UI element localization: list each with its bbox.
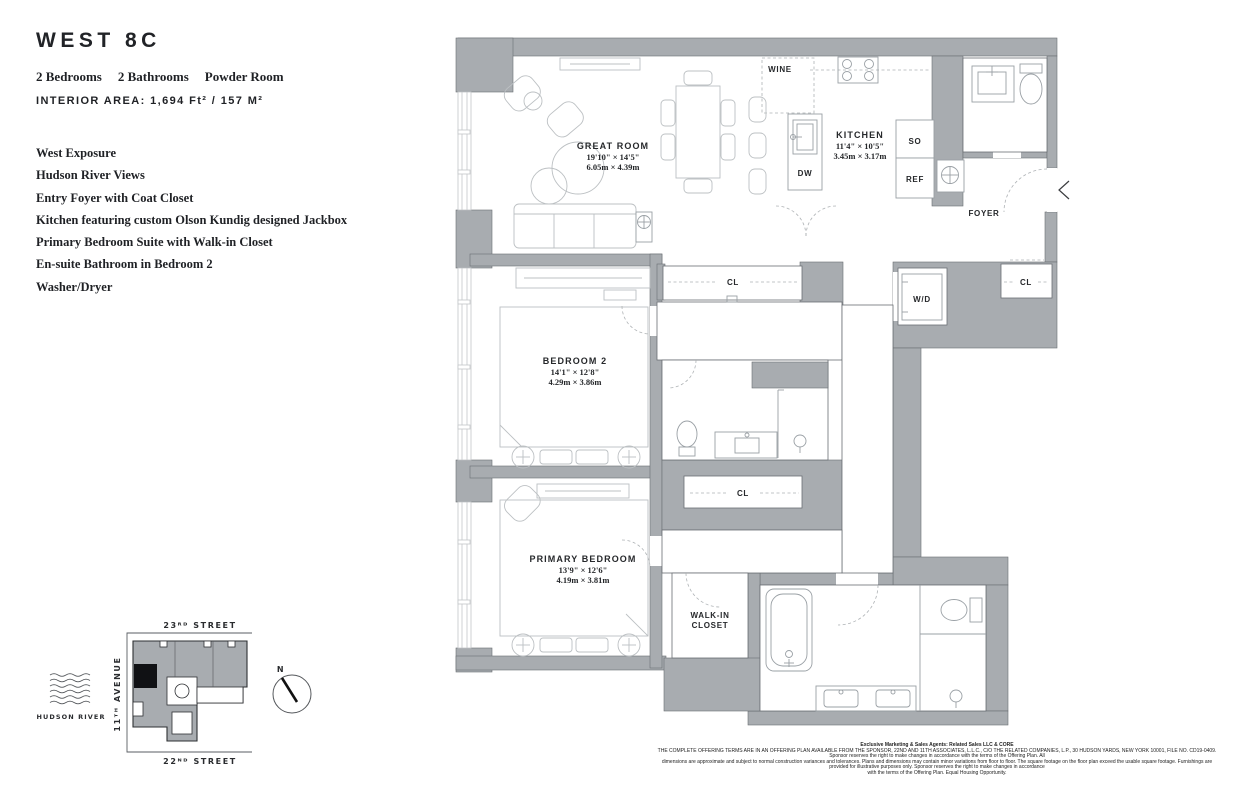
label-great-room: GREAT ROOM bbox=[576, 141, 650, 151]
site-map bbox=[20, 600, 350, 780]
label-ref: REF bbox=[905, 175, 925, 184]
window-wall bbox=[458, 92, 471, 648]
hudson-river-label: HUDSON RIVER bbox=[36, 713, 106, 721]
disclaimer-line: with the terms of the Offering Plan. Equal Housing Opportunity. bbox=[867, 769, 1007, 776]
feature-item: Hudson River Views bbox=[36, 168, 145, 183]
avenue-11th-label: 11ᵀᴴ AVENUE bbox=[113, 656, 122, 732]
spec-powder: Powder Room bbox=[204, 69, 284, 84]
label-cl-foyer: CL bbox=[1019, 278, 1033, 287]
compass-n-label: N bbox=[276, 665, 286, 674]
label-primary-bedroom: PRIMARY BEDROOM bbox=[529, 554, 637, 564]
primary-corridor bbox=[842, 305, 893, 573]
feature-item: Kitchen featuring custom Olson Kundig designed Jackbox bbox=[36, 212, 348, 227]
feature-item: Entry Foyer with Coat Closet bbox=[36, 190, 194, 205]
street-23rd-label: 23ᴿᴰ STREET bbox=[163, 621, 237, 630]
label-foyer: FOYER bbox=[968, 209, 1000, 218]
primary-hallway bbox=[662, 530, 842, 573]
label-cl-bedroom2: CL bbox=[726, 278, 740, 287]
label-kitchen: KITCHEN bbox=[836, 130, 884, 140]
disclaimer-agents: Exclusive Marketing & Sales Agents: Related Sales LLC & CORE bbox=[860, 742, 1014, 748]
spec-bathrooms: 2 Bathrooms bbox=[117, 69, 189, 84]
unit-highlight bbox=[134, 664, 157, 688]
north-compass bbox=[273, 665, 311, 713]
entry-arrow-icon bbox=[1059, 181, 1069, 199]
label-kitchen-dim: 11'4" × 10'5" bbox=[835, 141, 885, 151]
feature-list bbox=[36, 142, 347, 298]
street-22nd-label: 22ᴺᴰ STREET bbox=[163, 757, 237, 766]
label-bedroom2-metric: 4.29m × 3.86m bbox=[548, 377, 602, 387]
label-so: SO bbox=[908, 137, 922, 146]
label-primary-bedroom-metric: 4.19m × 3.81m bbox=[556, 575, 610, 585]
label-wine: WINE bbox=[768, 65, 792, 74]
unit-specs bbox=[36, 69, 300, 85]
feature-item: Washer/Dryer bbox=[36, 279, 113, 294]
label-cl-primary: CL bbox=[736, 489, 750, 498]
building-footprint bbox=[133, 641, 247, 741]
feature-item: En-suite Bathroom in Bedroom 2 bbox=[36, 257, 213, 272]
label-wd: W/D bbox=[913, 295, 931, 304]
hudson-river-icon bbox=[50, 674, 90, 704]
label-kitchen-metric: 3.45m × 3.17m bbox=[833, 151, 887, 161]
label-walkin-1: WALK-IN bbox=[690, 611, 730, 620]
label-dw: DW bbox=[797, 169, 813, 178]
primary-bathroom bbox=[760, 585, 986, 711]
bedroom2-hall bbox=[657, 302, 842, 360]
label-great-room-dim: 19'10" × 14'5" bbox=[586, 152, 640, 162]
legal-disclaimer bbox=[652, 743, 1222, 777]
spec-bedrooms: 2 Bedrooms bbox=[36, 69, 102, 84]
label-bedroom2: BEDROOM 2 bbox=[542, 356, 608, 366]
label-great-room-metric: 6.05m × 4.39m bbox=[586, 162, 640, 172]
feature-item: Primary Bedroom Suite with Walk-in Closet bbox=[36, 235, 273, 250]
foyer-column-symbol bbox=[937, 160, 964, 192]
label-primary-bedroom-dim: 13'9" × 12'6" bbox=[558, 565, 608, 575]
disclaimer-line: dimensions are approximate and subject to normal construction variances and tolerances. Plans and dimensions may contain minor variations from floor to floor. The square footage on the floor plan exceed the usable square footage. Furnishings are provided for illustrative purposes only. Sponsor reserves the right to make changes in accordance bbox=[661, 758, 1213, 771]
interior-area: INTERIOR AREA: 1,694 Ft² / 157 M² bbox=[36, 95, 264, 107]
dining-table bbox=[676, 86, 720, 178]
page-title: WEST 8C bbox=[36, 29, 161, 52]
label-bedroom2-dim: 14'1" × 12'8" bbox=[550, 367, 600, 377]
disclaimer-line: THE COMPLETE OFFERING TERMS ARE IN AN OFFERING PLAN AVAILABLE FROM THE SPONSOR, 22ND AND 11TH ASSOCIATES, L.L.C., C/O THE RELATED COMPANIES, L.P., 30 HUDSON YARDS, NEW YORK 10001, FILE NO. CD19-0409. Sponsor reserves the right to make changes in accordance with the terms of the Offering Plan. All bbox=[657, 747, 1217, 760]
label-walkin-2: CLOSET bbox=[691, 621, 729, 630]
feature-item: West Exposure bbox=[36, 146, 116, 160]
floorplan-drawing bbox=[450, 32, 1075, 732]
